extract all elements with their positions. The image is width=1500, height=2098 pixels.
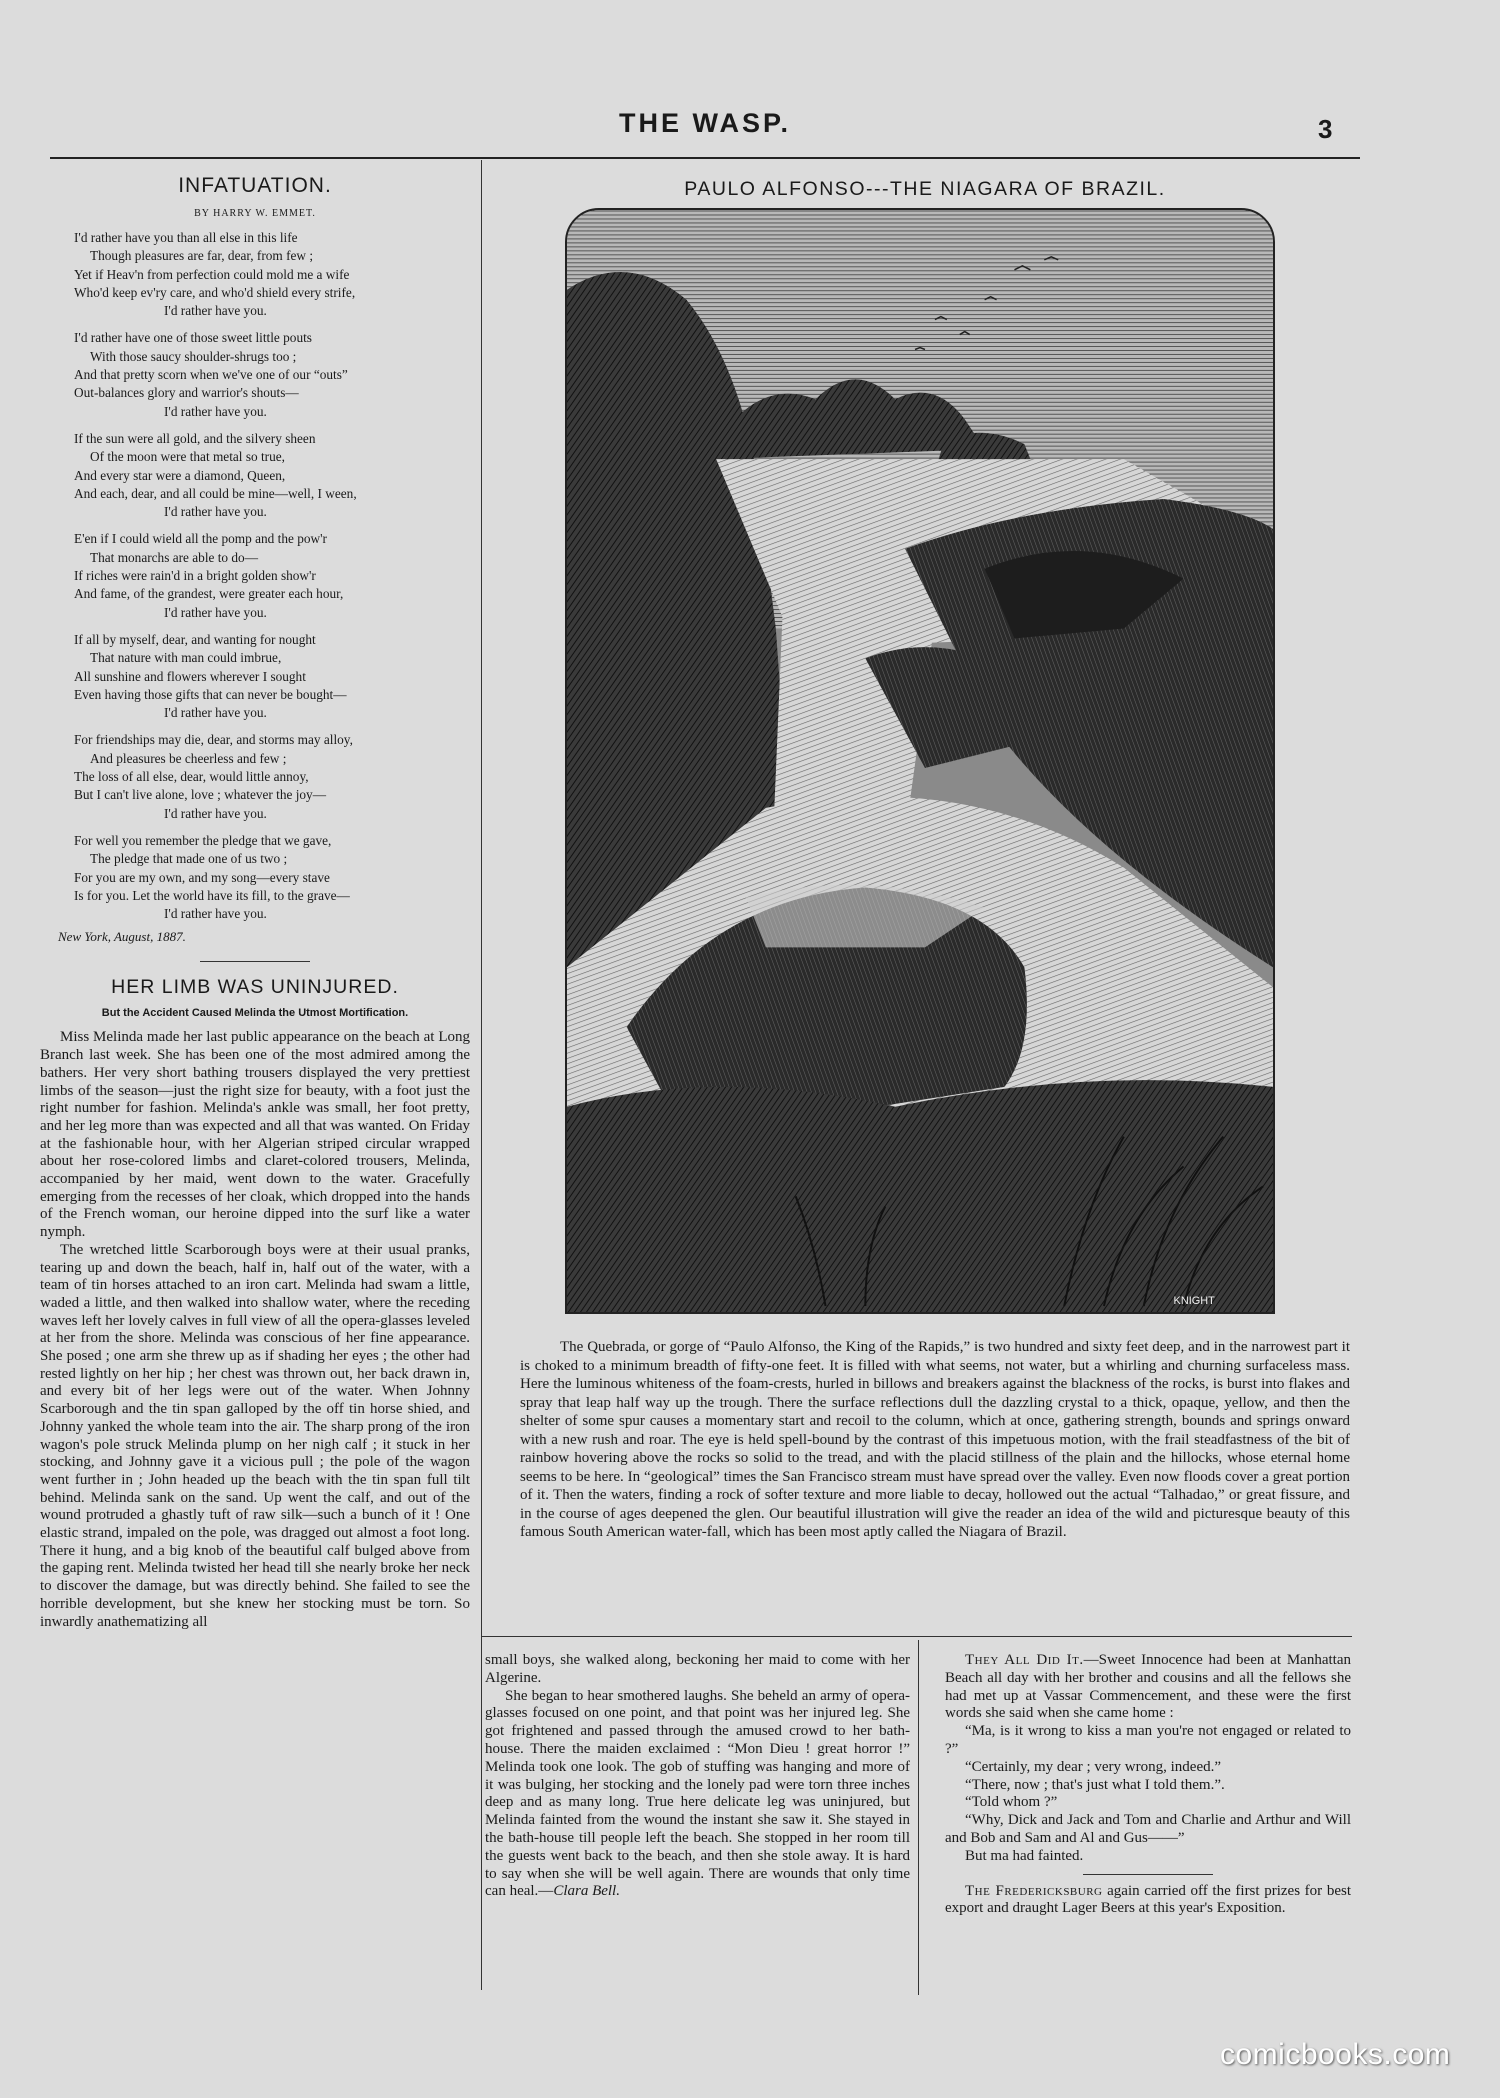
article-caption: The Quebrada, or gorge of “Paulo Alfonso, the King of the Rapids,” is two hundred and sixty feet deep, and in the narrowest part it is choked to a minimum breadth of fifty-one feet. It is filled with what seems, not water, but a whirling and churning surfaceless mass. Here the luminous whiteness of the foam-crests, hurled in billows and breakers against the blackness of the rocks, is burst into flakes and spray that leap half way up the trough. There the surface reflections dull the dazzling crystal to a thick, opaque, yellow, and then the shelter of some spur causes a momentary start and recoil to the column, which at once, gathering strength, bounds and springs onward with a new rush and roar. The eye is held spell-bound by the contrast of this impetuous motion, with the frail steadfastness of the bit of rainbow hovering above the rocks so solid to the tread, and with the placid stillness of the plain and the hillocks, whose eternal home seems to be here. In “geological” times the San Francisco stream must have spread over the valley. Even now floods cover a great portion of it. Then the waters, finding a rock of softer texture and more liable to decay, hollowed out the actual “Talhadao,” or great fissure, and in the course of ages deepened the glen. Our beautiful illustration will give the reader an idea of the wild and picturesque beauty of this famous South American water-fall, which has been most aptly called the Niagara of Brazil.: [520, 1339, 1350, 1540]
poem-line: I'd rather have you.: [164, 705, 267, 721]
poem-stanza: [40, 530, 470, 621]
story-text: She began to hear smothered laughs. She beheld an army of opera-glasses focused on one point, and that point was her injured leg. She got frightened and passed through the amused crowd to her bath-house. There the maiden exclaimed : “Mon Dieu ! great horror !” Melinda took one look. The gob of stuffing was hanging and more of it was bulging, her stocking and the lonely pad were torn three inches deep and as many long. True here delicate leg was uninjured, but Melinda fainted from the wound the instant she saw it. She stayed in the bath-house till people left the beach. She stopped in her room till the guests went back to the beach, and then she stole away. It is hard to say when she will be well again. There are wounds that only time can heal.—: [485, 1687, 910, 1900]
masthead: [50, 108, 1360, 139]
poem-line: For you are my own, and my song—every stave: [74, 869, 330, 885]
poem-line: The pledge that made one of us two ;: [90, 851, 288, 867]
article-title: PAULO ALFONSO---THE NIAGARA OF BRAZIL.: [684, 178, 1166, 200]
poem-line: Though pleasures are far, dear, from few ;: [90, 248, 314, 264]
waterfall-engraving: [565, 208, 1275, 1314]
poem-stanza: [40, 832, 470, 923]
poem-line: Is for you. Let the world have its fill, to the grave—: [74, 887, 350, 903]
squib-line: “Told whom ?”: [965, 1794, 1058, 1811]
poem-stanza: [40, 229, 470, 320]
squib-lead: They All Did It.: [965, 1652, 1084, 1668]
masthead-rule: [50, 157, 1360, 159]
poem-line: That nature with man could imbrue,: [90, 650, 282, 666]
squib-text: —Sweet Innocence had been at Manhattan Beach all day with her brother and cousins and all the fellows she had met up at Vassar Commencement, and these were the first words she said when she came home :: [945, 1652, 1351, 1722]
poem-line: And that pretty scorn when we've one of our “outs”: [74, 367, 348, 383]
squib-paragraph: [945, 1652, 1351, 1723]
poem-line: If riches were rain'd in a bright golden show'r: [74, 568, 316, 584]
page-number: 3: [1318, 114, 1333, 144]
poem-line: Out-balances glory and warrior's shouts—: [74, 385, 299, 401]
poem-line: Who'd keep ev'ry care, and who'd shield every strife,: [74, 284, 356, 300]
poem-line: Even having those gifts that can never be bought—: [74, 686, 347, 702]
poem-stanza: [40, 731, 470, 822]
poem-dateline: New York, August, 1887.: [58, 929, 186, 945]
squib-text: again carried off the first prizes for best export and draught Lager Beers at this year's Exposition.: [945, 1882, 1351, 1917]
poem-stanza: [40, 329, 470, 420]
story-paragraph: [485, 1688, 910, 1902]
poem-stanza: [40, 430, 470, 521]
poem-line: And fame, of the grandest, were greater each hour,: [74, 586, 344, 602]
poem-line: The loss of all else, dear, would little annoy,: [74, 769, 309, 785]
poem-line: That monarchs are able to do—: [90, 549, 258, 565]
poem-line: I'd rather have you.: [164, 604, 267, 620]
poem-body: [40, 229, 470, 923]
column-divider: [918, 1640, 919, 1995]
poem-line: For friendships may die, dear, and storms may alloy,: [74, 732, 353, 748]
poem-line: I'd rather have you.: [164, 805, 267, 821]
section-rule: [200, 961, 310, 962]
story-signature: Clara Bell.: [553, 1883, 620, 1900]
story-subtitle: But the Accident Caused Melinda the Utmost Mortification.: [101, 1007, 409, 1020]
poem-line: E'en if I could wield all the pomp and the pow'r: [74, 531, 327, 547]
poem-line: I'd rather have you.: [164, 303, 267, 319]
squib-line: “Ma, is it wrong to kiss a man you're not engaged or related to ?”: [945, 1723, 1351, 1757]
poem-line: For well you remember the pledge that we gave,: [74, 832, 332, 848]
left-column: [40, 172, 470, 1631]
story-continuation: [485, 1652, 910, 1901]
poem-line: And every star were a diamond, Queen,: [74, 467, 286, 483]
column-divider: [481, 160, 482, 1990]
poem-line: If the sun were all gold, and the silvery sheen: [74, 430, 316, 446]
engraver-signature: KNIGHT: [1173, 1295, 1215, 1308]
story-paragraph: small boys, she walked along, beckoning her maid to come with her Algerine.: [485, 1652, 910, 1686]
poem-line: I'd rather have one of those sweet little pouts: [74, 330, 312, 346]
poem-line: I'd rather have you than all else in this life: [74, 230, 298, 245]
horizontal-rule: [482, 1636, 1352, 1637]
section-rule: [1083, 1874, 1213, 1875]
waterfall-illustration: [567, 210, 1273, 1312]
poem-title: INFATUATION.: [178, 174, 332, 197]
poem-line: I'd rather have you.: [164, 906, 267, 922]
masthead-title: THE WASP.: [618, 108, 792, 138]
squib-line: But ma had fainted.: [965, 1847, 1084, 1864]
poem-line: If all by myself, dear, and wanting for nought: [74, 631, 316, 647]
poem-line: All sunshine and flowers wherever I sought: [74, 668, 306, 684]
story-paragraph: Miss Melinda made her last public appearance on the beach at Long Branch last week. She has been one of the most admired among the bathers. Her very short bathing trousers displayed the very prettiest limbs of the season—just the right size for beauty, with a foot just the right number for fashion. Melinda's ankle was small, her foot pretty, and her leg more than was expected and all that was wanted. On Friday at the fashionable hour, with her Algerian striped circular wrapped about her rose-colored limbs and claret-colored trousers, Melinda, accompanied by her maid, went down to the water. Gracefully emerging from the recesses of her cloak, which dropped into the hands of the French woman, our heroine dipped into the surf like a water nymph.: [40, 1029, 470, 1241]
poem-byline: BY HARRY W. EMMET.: [194, 208, 316, 219]
poem-line: And each, dear, and all could be mine—well, I ween,: [74, 485, 357, 501]
poem-stanza: [40, 631, 470, 722]
story-paragraph: The wretched little Scarborough boys were at their usual pranks, tearing up and down the beach, half in, half out of the water, with a team of tin horses attached to an iron cart. Melinda had swam a little, waded a little, and then walked into shallow water, where the receding waves left her lovely calves in full view of all the opera-glasses leveled at her from the shore. Melinda was conscious of her fine appearance. She posed ; one arm she threw up as if shading her eyes ; the other had rested lightly on her hip ; her chest was thrown out, her back drawn in, and every bit of her legs were out of the water. When Johnny Scarborough and the tin span galloped by the off tin horse shied, and Johnny yanked the whole team into the air. The sharp prong of the iron wagon's pole struck Melinda plump on her nigh calf ; it stuck in her stocking, and Johnny gave it a vicious pull ; the pole of the wagon went further in ; John headed up the beach with the tin span full tilt behind. Melinda sank on the sand. Up went the calf, and out of the wound protruded a ghastly tuft of raw silk—such a bunch of it ! One elastic strand, impaled on the pole, was dragged out almost a foot long. There it hung, and a big knob of the beautiful calf bulged above from the gaping rent. Melinda twisted her head till she nearly broke her neck to discover the damage, but was directly behind. She failed to see the horrible development, but she knew her stocking must be torn. So inwardly anathematizing all: [40, 1241, 470, 1630]
squib-line: “There, now ; that's just what I told them.”.: [965, 1776, 1225, 1793]
poem-line: With those saucy shoulder-shrugs too ;: [90, 348, 297, 364]
squib-line: “Why, Dick and Jack and Tom and Charlie and Arthur and Will and Bob and Sam and Al and Gus——”: [945, 1812, 1351, 1846]
poem-line: But I can't live alone, love ; whatever the joy—: [74, 787, 327, 803]
squibs-column: [945, 1652, 1351, 1918]
poem-line: I'd rather have you.: [164, 504, 267, 520]
poem-line: And pleasures be cheerless and few ;: [90, 750, 287, 766]
poem-line: Yet if Heav'n from perfection could mold me a wife: [74, 266, 350, 282]
story-title: HER LIMB WAS UNINJURED.: [111, 976, 399, 999]
squib-lead: The Fredericksburg: [965, 1882, 1103, 1899]
poem-line: I'd rather have you.: [164, 403, 267, 419]
poem-line: Of the moon were that metal so true,: [90, 449, 285, 465]
squib-paragraph: [945, 1883, 1351, 1919]
watermark: comicbooks.com: [1220, 2038, 1451, 2071]
squib-line: “Certainly, my dear ; very wrong, indeed.”: [965, 1758, 1222, 1775]
